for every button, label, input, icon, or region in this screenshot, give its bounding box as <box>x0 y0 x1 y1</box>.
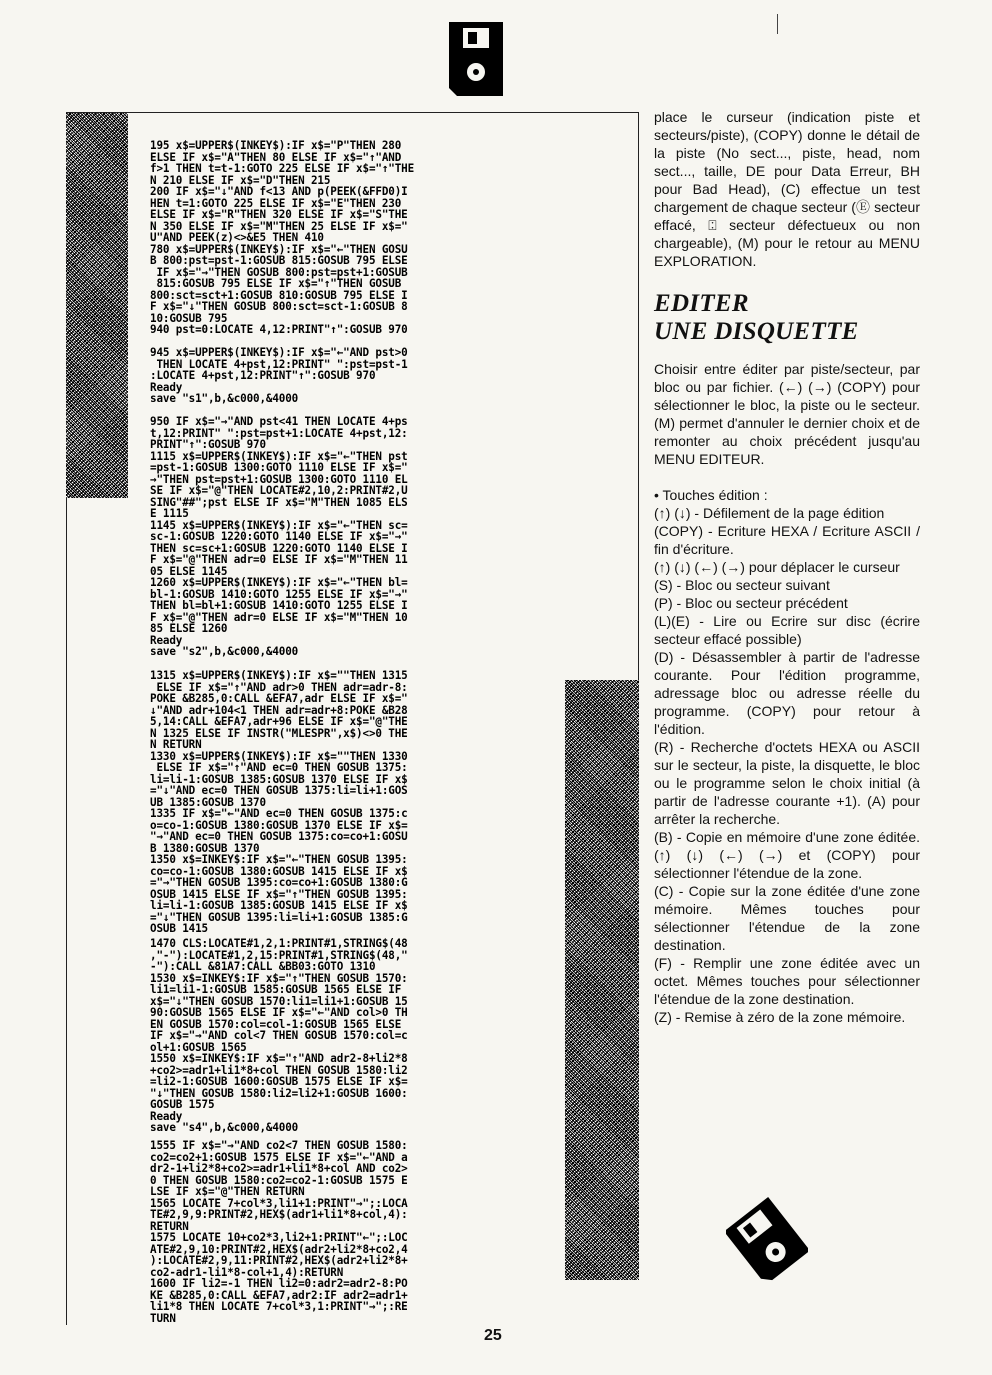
decorative-noise-stripe <box>565 680 639 1280</box>
basic-listing-block: 195 x$=UPPER$(INKEY$):IF x$="P"THEN 280 ELSE IF x$="A"THEN 80 ELSE IF x$="↑"AND f>1 THEN t=t-1:GOTO 225 ELSE IF x$="↑"THE N 210 ELSE IF x$="D"THEN 215 200 IF x$="↓"AND f<13 AND p(PEEK(&FFD0)I HEN t=1:GOTO 225 ELSE IF x$="E"THEN 230 ELSE IF x$="R"THEN 320 ELSE IF x$="S"THE N 350 ELSE IF x$="M"THEN 25 ELSE IF x$=" U"AND PEEK(z)<>&E5 THEN 410 780 x$=UPPER$(INKEY$):IF x$="←"THEN GOSU B 800:pst=pst-1:GOSUB 815:GOSUB 795 ELSE IF x$="→"THEN GOSUB 800:pst=pst+1:GOSUB 815:GOSUB 795 ELSE IF x$="↑"THEN GOSUB 800:sct=sct+1:GOSUB 810:GOSUB 795 ELSE I F x$="↓"THEN GOSUB 800:sct=sct-1:GOSUB 8 10:GOSUB 795 940 pst=0:LOCATE 4,12:PRINT"↑":GOSUB 970 945 x$=UPPER$(INKEY$):IF x$="←"AND pst>0 THEN LOCATE 4+pst,12:PRINT" ":pst=pst-1 :LOCATE 4+pst,12:PRINT"↑":GOSUB 970 Ready save "s1",b,&c000,&4000 <box>150 138 415 405</box>
basic-listing-block: 1470 CLS:LOCATE#1,2,1:PRINT#1,STRING$(48 ,"-"):LOCATE#1,2,15:PRINT#1,STRING$(48," -"):CALL &81A7:CALL &BB03:GOTO 1310 1530 x$=INKEY$:IF x$="↑"THEN GOSUB 1570: li1=li1-1:GOSUB 1585:GOSUB 1565 ELSE IF x$="↓"THEN GOSUB 1570:li1=li1+1:GOSUB 15 90:GOSUB 1565 ELSE IF x$="←"AND col>0 TH EN GOSUB 1570:col=col-1:GOSUB 1565 ELSE IF x$="→"AND col<7 THEN GOSUB 1570:col=c ol+1:GOSUB 1565 1550 x$=INKEY$:IF x$="↑"AND adr2-8+li2*8 +co2>=adr1+li1*8+col THEN GOSUB 1580:li2 =li2-1:GOSUB 1600:GOSUB 1575 ELSE IF x$= "↓"THEN GOSUB 1580:li2=li2+1:GOSUB 1600: GOSUB 1575 Ready save "s4",b,&c000,&4000 <box>150 936 408 1134</box>
list-item: (D) - Désassembler à partir de l'adresse courante. Pour l'édition programme, adressage bloc ou adresse réelle du programme. (COPY) pour retour à l'édition. <box>654 649 920 737</box>
list-item: (COPY) - Ecriture HEXA / Ecriture ASCII / fin d'écriture. <box>654 523 920 557</box>
list-item: (Z) - Remise à zéro de la zone mémoire. <box>654 1009 906 1025</box>
body-paragraph: Choisir entre éditer par piste/secteur, par bloc ou par fichier. (←) (→) (COPY) pour sélectionner le bloc, la piste ou le secteur. (M) permet d'annuler le dernier choix et de remonter au choix précédent jusqu'au MENU EDITEUR. <box>654 361 920 467</box>
margin-tick-mark <box>777 14 778 34</box>
section-heading <box>654 290 920 346</box>
basic-listing-block: 950 IF x$="→"AND pst<41 THEN LOCATE 4+ps t,12:PRINT" ":pst=pst+1:LOCATE 4+pst,12: PRINT"↑":GOSUB 970 1115 x$=UPPER$(INKEY$):IF x$="←"THEN pst =pst-1:GOSUB 1300:GOTO 1110 ELSE IF x$=" →"THEN pst=pst+1:GOSUB 1300:GOTO 1110 EL SE IF x$="@"THEN LOCATE#2,10,2:PRINT#2,U SING"##";pst ELSE IF x$="M"THEN 1085 ELS E 1115 1145 x$=UPPER$(INKEY$):IF x$="←"THEN sc= sc-1:GOSUB 1220:GOTO 1140 ELSE IF x$="→" THEN sc=sc+1:GOSUB 1220:GOTO 1140 ELSE I F x$="@"THEN adr=0 ELSE IF x$="M"THEN 11 05 ELSE 1145 1260 x$=UPPER$(INKEY$):IF x$="←"THEN bl= bl-1:GOSUB 1410:GOTO 1255 ELSE IF x$="→" THEN bl=bl+1:GOSUB 1410:GOTO 1255 ELSE I F x$="@"THEN adr=0 ELSE IF x$="M"THEN 10 85 ELSE 1260 Ready save "s2",b,&c000,&4000 <box>150 414 408 658</box>
page-number: 25 <box>484 1327 502 1344</box>
basic-listing-block: 1555 IF x$="→"AND co2<7 THEN GOSUB 1580: co2=co2+1:GOSUB 1575 ELSE IF x$="←"AND a dr2-1+li2*8+co2>=adr1+li1*8+col AND co2> 0 THEN GOSUB 1580:co2=co2-1:GOSUB 1575 E LSE IF x$="@"THEN RETURN 1565 LOCATE 7+col*3,li1+1:PRINT"→";:LOCA TE#2,9,9:PRINT#2,HEX$(adr1+li1*8+col,4): RETURN 1575 LOCATE 10+co2*3,li2+1:PRINT"←";:LOC ATE#2,9,10:PRINT#2,HEX$(adr2+li2*8+co2,4 ):LOCATE#2,9,11:PRINT#2,HEX$(adr2+li2*8+ co2-adr1-li1*8-col+1,4):RETURN 1600 IF li2=-1 THEN li2=0:adr2=adr2-8:PO KE &B285,0:CALL &EFA7,adr2:IF adr2=adr1+ li1*8 THEN LOCATE 7+col*3,1:PRINT"→";:RE TURN <box>150 1138 408 1325</box>
list-item: (P) - Bloc ou secteur précédent <box>654 595 848 611</box>
list-item: (L)(E) - Lire ou Ecrire sur disc (écrire secteur effacé possible) <box>654 613 920 647</box>
list-item: (↑) (↓) (←) (→) pour déplacer le curseur <box>654 559 900 575</box>
article-column <box>654 108 920 1026</box>
basic-listing-block: 1315 x$=UPPER$(INKEY$):IF x$=""THEN 1315 ELSE IF x$="↑"AND adr>0 THEN adr=adr-8: POKE &B285,0:CALL &EFA7,adr ELSE IF x$=" ↓"AND adr+104<1 THEN adr=adr+8:POKE &B28 5,14:CALL &EFA7,adr+96 ELSE IF x$="@"THE N 1325 ELSE IF INSTR("MLESPR",x$)<>0 THE N RETURN 1330 x$=UPPER$(INKEY$):IF x$=""THEN 1330 ELSE IF x$="↑"AND ec=0 THEN GOSUB 1375: li=li-1:GOSUB 1385:GOSUB 1370 ELSE IF x$ ="↓"AND ec=0 THEN GOSUB 1375:li=li+1:GOS UB 1385:GOSUB 1370 1335 IF x$="←"AND ec=0 THEN GOSUB 1375:c o=co-1:GOSUB 1380:GOSUB 1370 ELSE IF x$= "→"AND ec=0 THEN GOSUB 1375:co=co+1:GOSU B 1380:GOSUB 1370 1350 x$=INKEY$:IF x$="←"THEN GOSUB 1395: co=co-1:GOSUB 1380:GOSUB 1415 ELSE IF x$ ="→"THEN GOSUB 1395:co=co+1:GOSUB 1380:G OSUB 1415 ELSE IF x$="↑"THEN GOSUB 1395: li=li-1:GOSUB 1385:GOSUB 1415 ELSE IF x$ ="↓"THEN GOSUB 1395:li=li+1:GOSUB 1385:G OSUB 1415 <box>150 668 408 935</box>
list-item: (S) - Bloc ou secteur suivant <box>654 577 830 593</box>
heading-line: UNE DISQUETTE <box>654 318 859 345</box>
listing-frame-right-rule <box>638 112 639 680</box>
heading-line: EDITER <box>654 290 749 317</box>
list-item: (F) - Remplir une zone éditée avec un octet. Mêmes touches pour sélectionner l'étendue de la zone destination. <box>654 955 920 1007</box>
list-item: (R) - Recherche d'octets HEXA ou ASCII sur le secteur, la piste, la disquette, le bloc ou le programme selon le choix initial (à partir de l'adresse courante +1). (A) pour arrêter la recherche. <box>654 739 920 827</box>
list-item: (↑) (↓) - Défilement de la page édition <box>654 505 885 521</box>
list-title: • Touches édition : <box>654 487 768 503</box>
intro-paragraph: place le curseur (indication piste et secteurs/piste), (COPY) donne le détail de la piste (No sect..., piste, head, nom sect..., taille, DE pour Data Erreur, BH pour Bad Head), (C) effectue un test chargement de chaque secteur (Ⓔ secteur effacé, ⍠ secteur défectueux ou non chargeable), (M) pour le retour au MENU EXPLORATION. <box>654 109 920 269</box>
decorative-noise-stripe <box>66 113 128 498</box>
list-item: (B) - Copie en mémoire d'une zone éditée. (↑) (↓) (←) (→) et (COPY) pour sélectionner l'étendue de la zone. <box>654 829 920 881</box>
list-item: (C) - Copie sur la zone éditée d'une zone mémoire. Mêmes touches pour sélectionner l'étendue de la zone destination. <box>654 883 920 953</box>
floppy-disk-icon <box>726 1195 808 1287</box>
floppy-disk-icon <box>449 22 503 96</box>
